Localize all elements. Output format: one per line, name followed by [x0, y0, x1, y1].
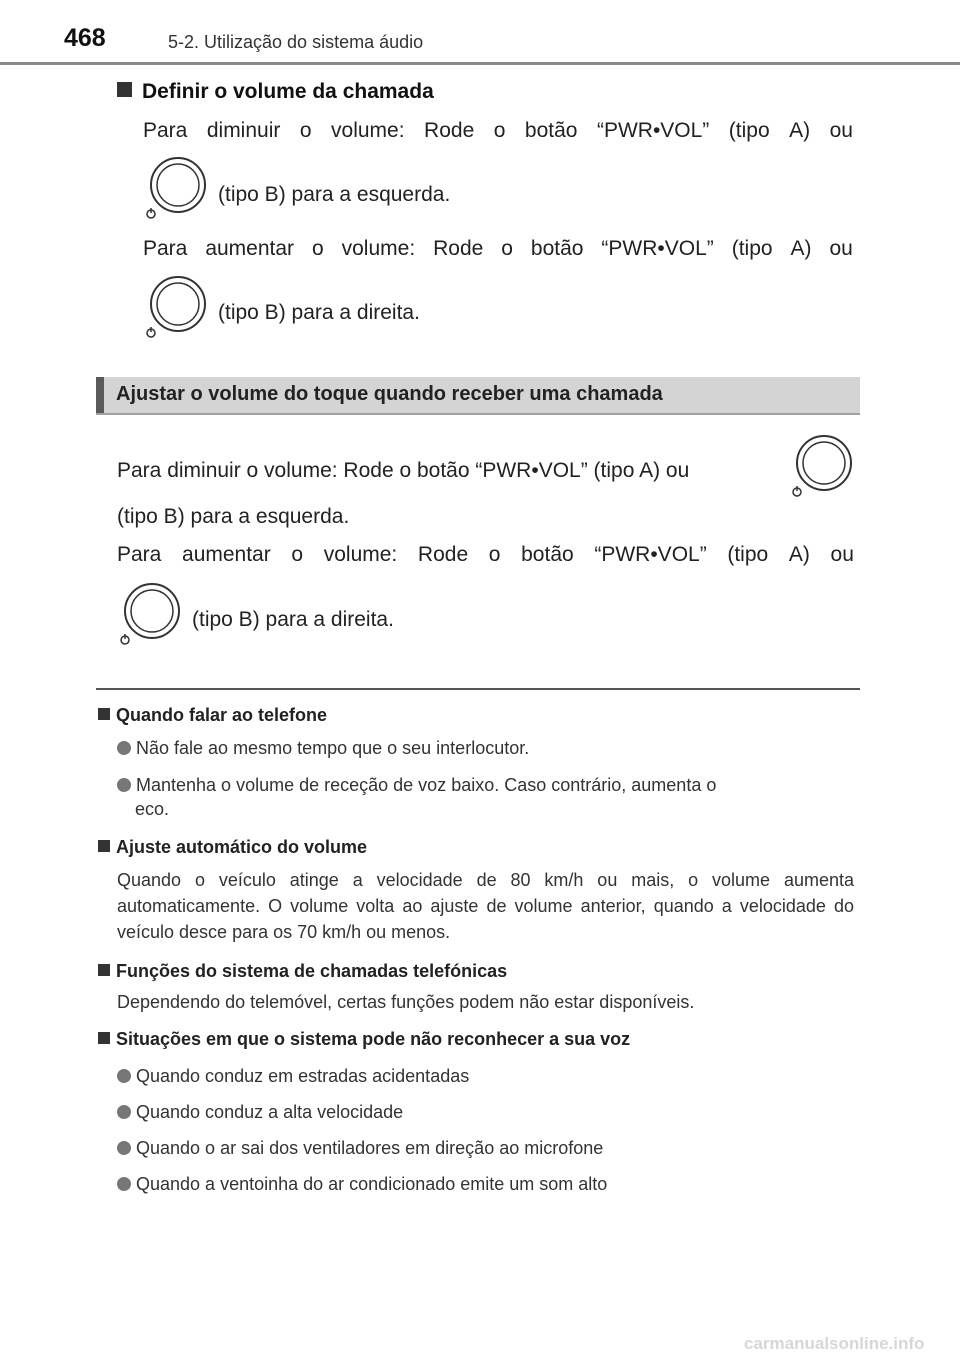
word: volume: [341, 237, 416, 260]
ring-decrease-end: (tipo B) para a esquerda. [117, 505, 350, 528]
note-heading-auto-volume [98, 837, 367, 858]
watermark: carmanualsonline.info [744, 1334, 925, 1353]
word: ou [829, 237, 853, 260]
page-header [0, 0, 960, 70]
section-banner [96, 377, 860, 415]
word: volume: [331, 119, 405, 142]
word: Rode [424, 119, 475, 142]
volume-knob-icon [143, 155, 207, 219]
list-item [117, 734, 857, 762]
word: volume: [323, 543, 398, 566]
volume-knob-icon [143, 274, 207, 338]
round-bullet-icon [117, 741, 131, 755]
word: Rode [433, 237, 484, 260]
note-heading-text: Quando falar ao telefone [116, 705, 328, 725]
call-decrease-end: (tipo B) para a esquerda. [218, 183, 451, 206]
list-item-text: Mantenha o volume de receção de voz baixo. Caso contrário, aumenta o [136, 775, 717, 795]
call-increase-end: (tipo B) para a direita. [218, 301, 420, 324]
note-heading-text: Funções do sistema de chamadas telefónicas [116, 961, 508, 981]
word: A) [789, 119, 811, 142]
word: A) [788, 543, 810, 566]
call-increase-line [143, 237, 853, 261]
word: “PWR•VOL” [594, 543, 707, 566]
word: o [488, 543, 501, 566]
word: (tipo [731, 237, 773, 260]
list-item [117, 1058, 857, 1094]
word: Para [143, 119, 188, 142]
call-decrease-line [143, 119, 853, 143]
square-bullet-icon [98, 964, 110, 976]
word: botão [530, 237, 584, 260]
list-item [117, 1130, 857, 1166]
functions-text: Dependendo do telemóvel, certas funções podem não estar disponíveis. [117, 992, 695, 1012]
auto-volume-text: Quando o veículo atinge a velocidade de 80 km/h ou mais, o volume aumenta automaticamente. O volume volta ao ajuste de volume anterior, quando a velocidade do veículo desce para os 70 km/h ou menos. [117, 870, 854, 942]
call-volume-heading-text: Definir o volume da chamada [142, 80, 434, 103]
section-divider [96, 688, 860, 690]
ring-increase-end: (tipo B) para a direita. [192, 608, 394, 631]
list-item-text: Quando conduz em estradas acidentadas [136, 1066, 470, 1086]
round-bullet-icon [117, 778, 131, 792]
round-bullet-icon [117, 1177, 131, 1191]
note-heading-text: Situações em que o sistema pode não reconhecer a sua voz [116, 1029, 631, 1049]
list-item-text: Não fale ao mesmo tempo que o seu interlocutor. [136, 738, 530, 758]
note-heading-functions [98, 961, 507, 982]
word: o [311, 237, 324, 260]
word: Rode [417, 543, 469, 566]
word: o [501, 237, 513, 260]
note-heading-text: Ajuste automático do volume [116, 837, 368, 857]
word: botão [521, 543, 574, 566]
list-item-text: Quando a ventoinha do ar condicionado emite um som alto [136, 1174, 608, 1194]
recognition-bullets [117, 1058, 857, 1202]
word: “PWR•VOL” [601, 237, 714, 260]
round-bullet-icon [117, 1069, 131, 1083]
word: botão [524, 119, 578, 142]
phone-bullets [117, 734, 857, 823]
square-bullet-icon [98, 840, 110, 852]
header-divider [0, 62, 960, 65]
square-bullet-icon [98, 708, 110, 720]
list-item [117, 1166, 857, 1202]
volume-knob-icon [789, 433, 853, 497]
page-number: 468 [64, 24, 106, 52]
word: Para [117, 543, 162, 566]
word: ou [830, 543, 854, 566]
square-bullet-icon [117, 82, 132, 97]
word: o [299, 119, 312, 142]
square-bullet-icon [98, 1032, 110, 1044]
word: o [291, 543, 304, 566]
round-bullet-icon [117, 1105, 131, 1119]
word: A) [790, 237, 812, 260]
word: aumentar [182, 543, 271, 566]
list-item-text: Quando conduz a alta velocidade [136, 1102, 404, 1122]
list-item-text: Quando o ar sai dos ventiladores em direção ao microfone [136, 1138, 604, 1158]
list-item-continuation: eco. [135, 799, 170, 819]
chapter-title: 5-2. Utilização do sistema áudio [168, 32, 424, 52]
word: Para [143, 237, 188, 260]
note-heading-phone [98, 705, 327, 726]
word: “PWR•VOL” [596, 119, 710, 142]
ring-increase-line [117, 543, 854, 567]
word: (tipo [728, 119, 770, 142]
ring-decrease-line: Para diminuir o volume: Rode o botão “PWR•VOL” (tipo A) ou [117, 459, 690, 482]
note-heading-recognition [98, 1029, 630, 1050]
banner-accent-bar [96, 377, 104, 413]
list-item [117, 1094, 857, 1130]
word: aumentar [205, 237, 295, 260]
round-bullet-icon [117, 1141, 131, 1155]
volume-knob-icon [117, 581, 181, 645]
banner-title: Ajustar o volume do toque quando receber uma chamada [116, 383, 663, 405]
word: ou [829, 119, 853, 142]
call-volume-heading [117, 80, 434, 104]
word: o [493, 119, 506, 142]
word: (tipo [727, 543, 769, 566]
word: diminuir [206, 119, 281, 142]
